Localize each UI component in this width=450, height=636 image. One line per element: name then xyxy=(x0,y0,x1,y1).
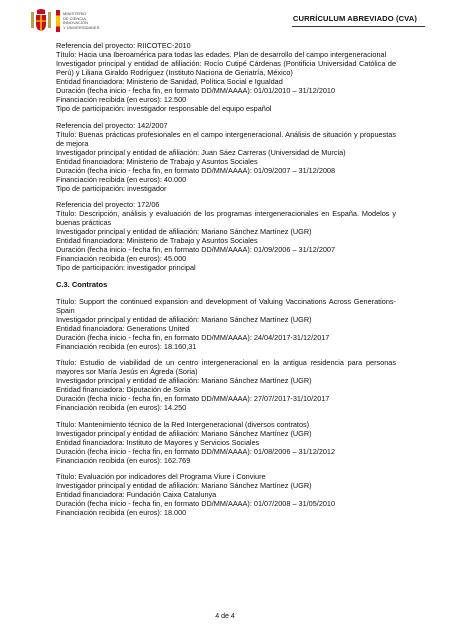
project-duration: Duración (fecha inicio - fecha fin, en formato DD/MM/AAAA): 01/09/2006 – 31/12/2007 xyxy=(56,245,336,254)
contract-entry xyxy=(56,358,396,412)
project-reference: Referencia del proyecto: RIICOTEC-2010 xyxy=(56,41,191,50)
project-reference: Referencia del proyecto: 142/2007 xyxy=(56,120,168,130)
ministry-name: MINISTERIO DE CIENCIA, INNOVACIÓN Y UNIVERSIDADES xyxy=(63,11,100,30)
contract-funding: Financiación recibida (en euros): 162.769 xyxy=(56,455,191,465)
project-funder: Entidad financiadora: Ministerio de Trabajo y Asuntos Sociales xyxy=(56,156,258,166)
page-header xyxy=(30,8,425,38)
spain-flag-icon xyxy=(56,10,60,32)
contract-pi: Investigador principal y entidad de afiliación: Mariano Sánchez Martínez (UGR) xyxy=(56,428,312,438)
project-entry xyxy=(56,200,396,272)
project-title: Título: Buenas prácticas profesionales en el campo intergeneracional. Análisis de situación y propuestas de mejora xyxy=(56,129,396,148)
contract-funder: Entidad financiadora: Fundación Caixa Catalunya xyxy=(56,490,217,499)
section-heading-contracts: C.3. Contratos xyxy=(56,279,108,289)
document-title: CURRÍCULUM ABREVIADO (CVA) xyxy=(292,14,417,23)
contract-title: Título: Mantenimiento técnico de la Red Intergeneracional (diversos contratos) xyxy=(56,419,310,429)
project-title: Título: Hacia una Iberoamérica para todas las edades. Plan de desarrollo del campo intergeneracional xyxy=(56,50,387,59)
project-reference: Referencia del proyecto: 172/06 xyxy=(56,200,160,209)
contract-pi: Investigador principal y entidad de afiliación: Mariano Sánchez Martínez (UGR) xyxy=(56,314,312,324)
project-funder: Entidad financiadora: Ministerio de Trabajo y Asuntos Sociales xyxy=(56,236,258,245)
project-entry xyxy=(56,41,396,113)
project-title: Título: Descripción, análisis y evaluación de los programas intergeneracionales en España. Modelos y buenas prácticas xyxy=(56,209,396,227)
contract-funding: Financiación recibida (en euros): 18.160,31 xyxy=(56,341,197,351)
project-participation: Tipo de participación: investigador responsable del equipo español xyxy=(56,104,272,113)
contract-entry xyxy=(56,297,396,351)
project-funding: Financiación recibida (en euros): 45.000 xyxy=(56,254,187,263)
contract-duration: Duración (fecha inicio - fecha fin, en formato DD/MM/AAAA): 27/07/2017-31/10/2017 xyxy=(56,394,330,403)
contract-funding: Financiación recibida (en euros): 14.250 xyxy=(56,403,187,412)
page-number: 4 de 4 xyxy=(215,613,235,620)
contract-entry xyxy=(56,420,396,465)
project-entry xyxy=(56,121,396,193)
contract-title: Título: Evaluación por indicadores del Programa Viure i Conviure xyxy=(56,472,266,481)
contract-funder: Entidad financiadora: Generations United xyxy=(56,323,190,333)
contract-title: Título: Support the continued expansion and development of Valuing Vaccinations Across Generations-Spain xyxy=(56,296,396,315)
ministry-logo xyxy=(30,8,112,34)
project-participation: Tipo de participación: investigador xyxy=(56,183,167,193)
header-rule xyxy=(292,26,425,27)
project-funding: Financiación recibida (en euros): 12.500 xyxy=(56,95,187,104)
coat-of-arms-icon xyxy=(30,9,52,33)
project-duration: Duración (fecha inicio - fecha fin, en formato DD/MM/AAAA): 01/01/2010 – 31/12/2010 xyxy=(56,86,336,95)
project-funding: Financiación recibida (en euros): 40.000 xyxy=(56,174,187,184)
contract-pi: Investigador principal y entidad de afiliación: Mariano Sánchez Martínez (UGR) xyxy=(56,376,312,385)
project-duration: Duración (fecha inicio - fecha fin, en formato DD/MM/AAAA): 01/09/2007 – 31/12/2008 xyxy=(56,165,336,175)
contract-entry xyxy=(56,472,396,517)
project-pi: Investigador principal y entidad de afiliación: Mariano Sánchez Martínez (UGR) xyxy=(56,227,312,236)
contract-funder: Entidad financiadora: Diputación de Soria xyxy=(56,385,191,394)
contract-title: Título: Estudio de viabilidad de un centro intergeneracional en la antigua residencia para personas mayores sor María Jesús en Ágreda (Soria) xyxy=(56,358,396,376)
contract-duration: Duración (fecha inicio - fecha fin, en formato DD/MM/AAAA): 01/08/2006 – 31/12/2012 xyxy=(56,446,336,456)
project-pi: Investigador principal y entidad de afiliación: Juan Sáez Carreras (Universidad de Murcia) xyxy=(56,147,346,157)
project-pi: Investigador principal y entidad de afiliación: Rocío Cutipé Cárdenas (Pontificia Universidad Católica de Perú) y Liliana Giraldo Rodríguez (Instituto Naciona de Geriatría, México) xyxy=(56,59,396,77)
contract-funding: Financiación recibida (en euros): 18.000 xyxy=(56,508,187,517)
contract-pi: Investigador principal y entidad de afiliación: Mariano Sánchez Martínez (UGR) xyxy=(56,481,312,490)
contract-duration: Duración (fecha inicio - fecha fin, en formato DD/MM/AAAA): 01/07/2008 – 31/05/2010 xyxy=(56,499,336,508)
project-participation: Tipo de participación: investigador principal xyxy=(56,263,196,272)
contract-funder: Entidad financiadora: Instituto de Mayores y Servicios Sociales xyxy=(56,437,260,447)
page-content xyxy=(56,41,396,525)
project-funder: Entidad financiadora: Ministerio de Sanidad, Política Social e Igualdad xyxy=(56,77,283,86)
contract-duration: Duración (fecha inicio - fecha fin, en formato DD/MM/AAAA): 24/04/2017-31/12/2017 xyxy=(56,332,330,342)
